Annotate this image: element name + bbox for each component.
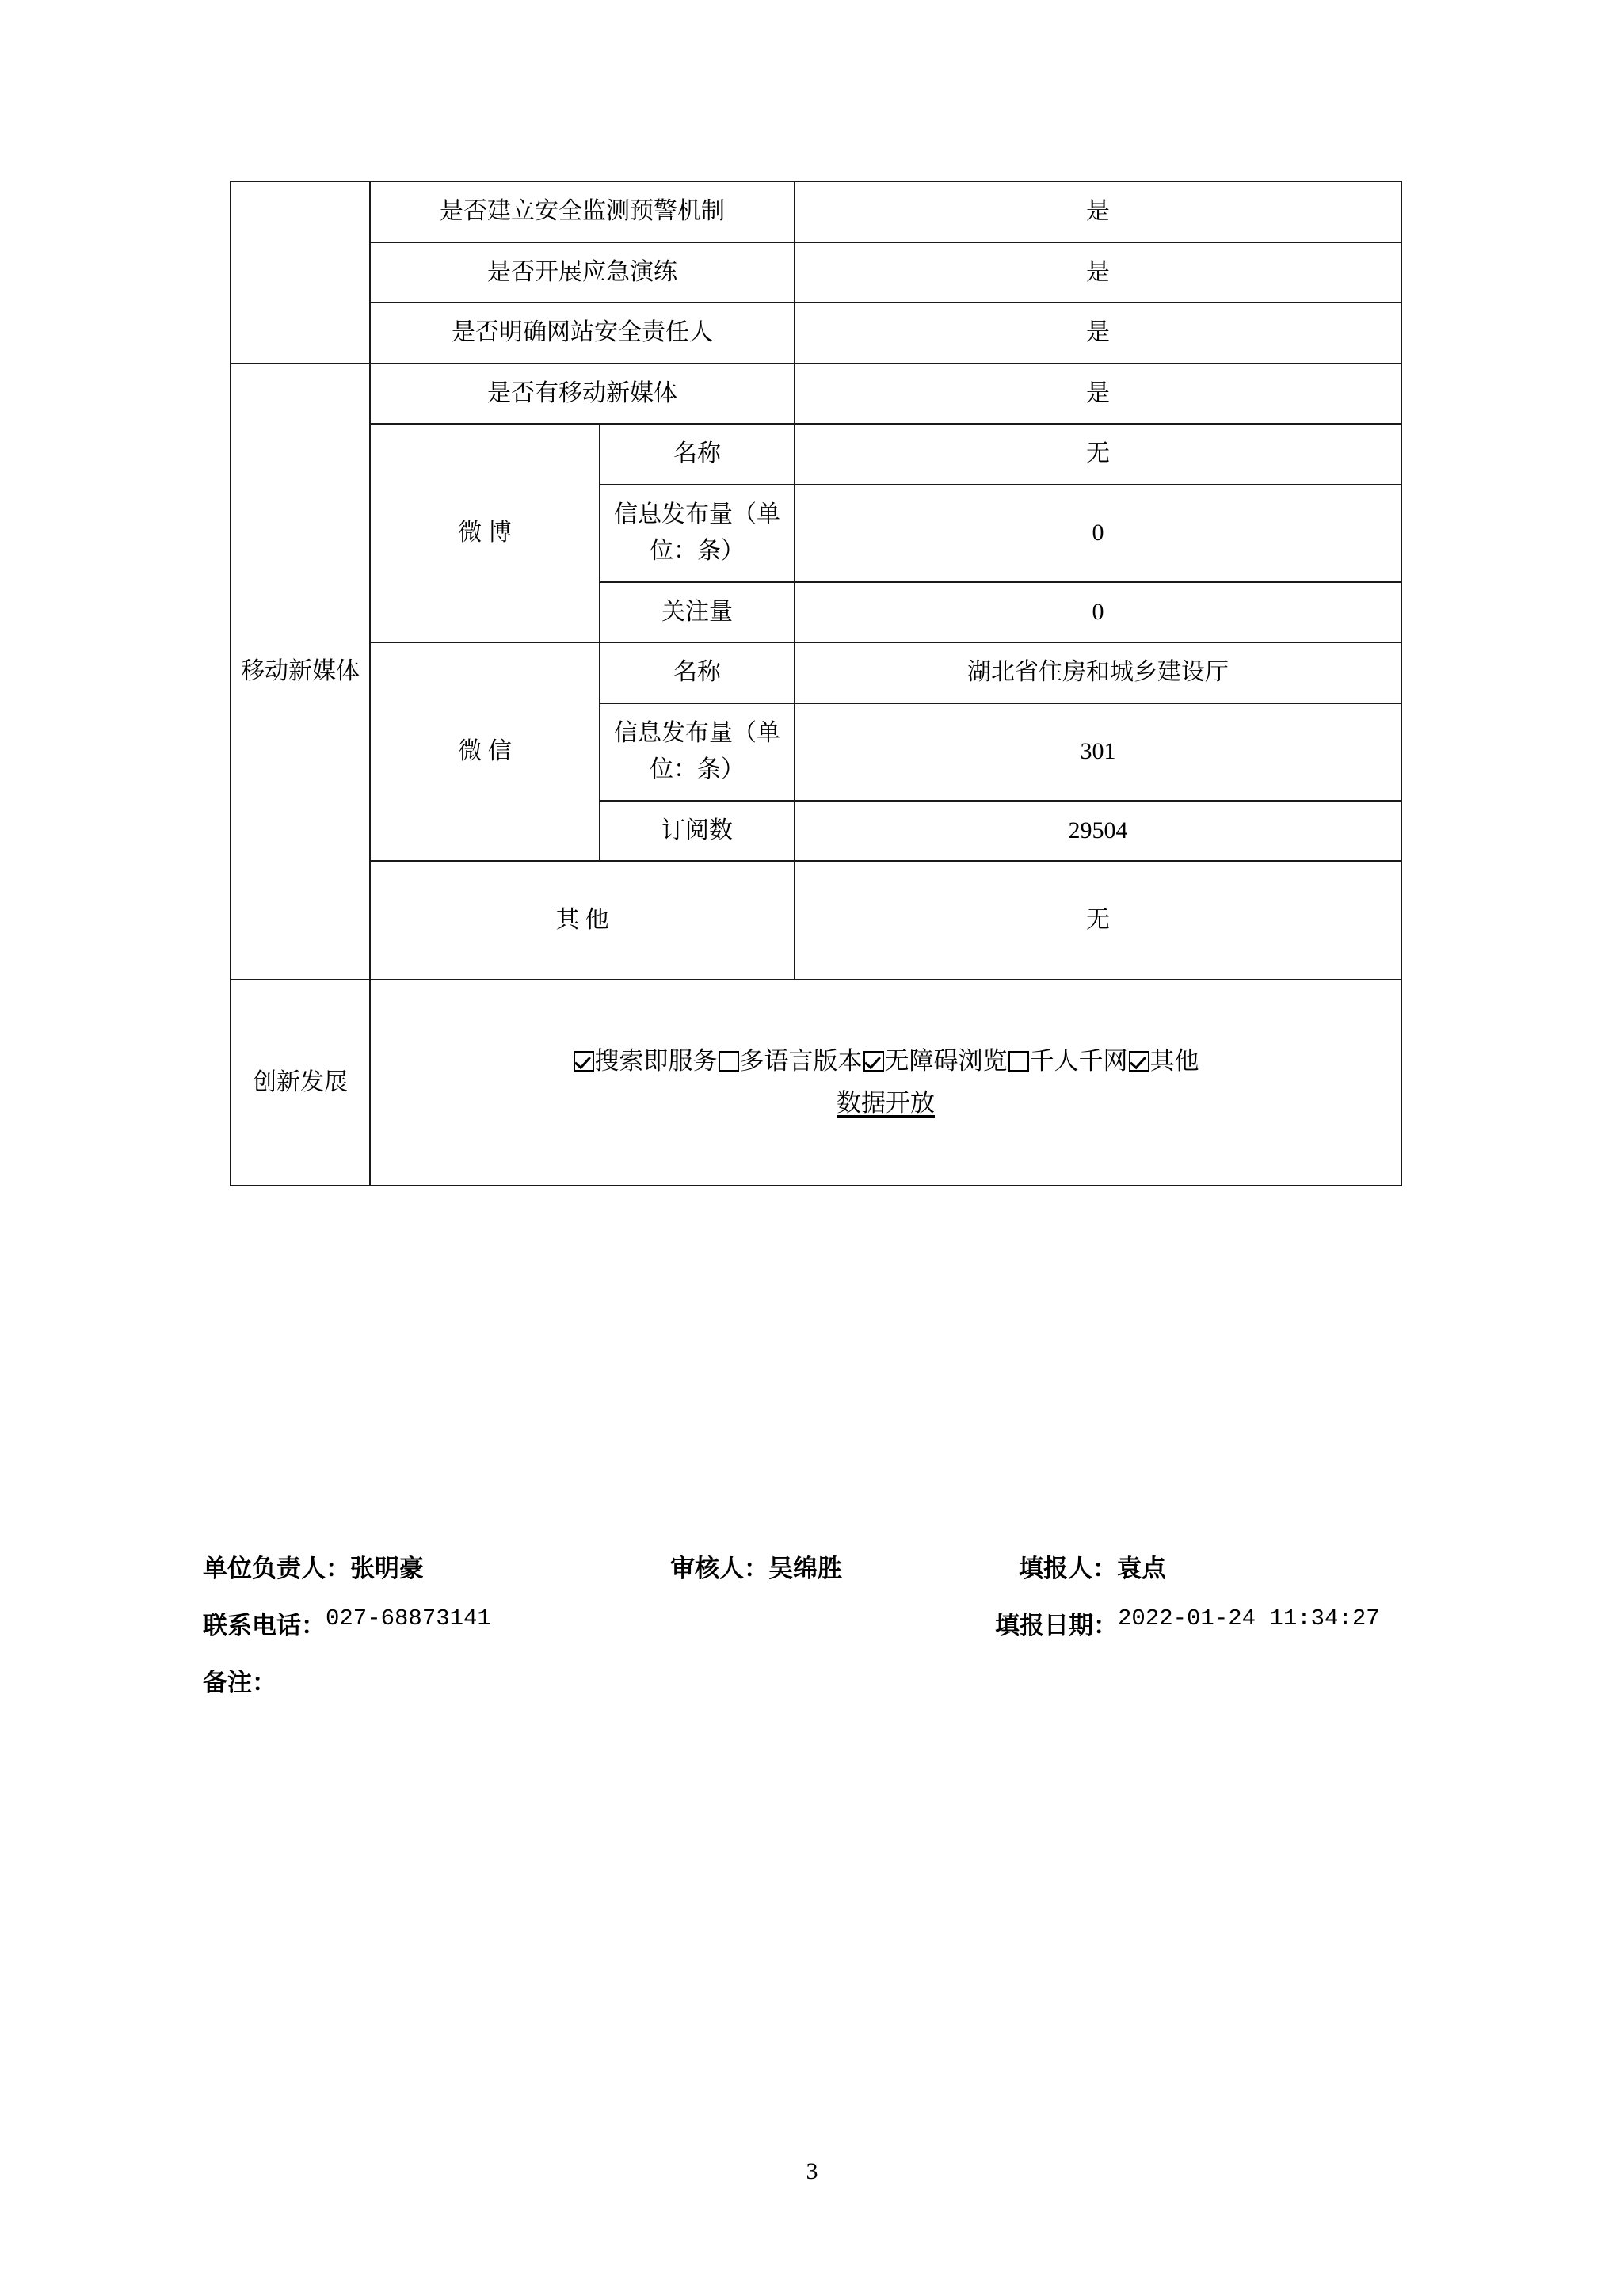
weibo-item-value-2: 0 [795, 582, 1401, 643]
innovation-option-label-4: 其他 [1149, 1047, 1199, 1076]
report-table [230, 181, 1402, 1186]
innovation-option-label-0: 搜索即服务 [594, 1047, 718, 1076]
innovation-option-label-3: 千人千网 [1029, 1047, 1128, 1076]
phone-label: 联系电话： [203, 1612, 326, 1639]
security-value-2: 是 [795, 303, 1401, 364]
security-value-0: 是 [795, 181, 1401, 242]
checkbox-personalized[interactable] [1008, 1051, 1029, 1072]
innovation-option-label-1: 多语言版本 [739, 1047, 863, 1076]
signature-row-contact [203, 1605, 1439, 1662]
weibo-item-label-2: 关注量 [600, 582, 795, 643]
weixin-item-label-0: 名称 [600, 642, 795, 703]
weibo-item-value-1: 0 [795, 485, 1401, 582]
weibo-item-label-0: 名称 [600, 424, 795, 485]
reporter-label: 填报人： [1019, 1555, 1117, 1582]
weibo-item-label-1: 信息发布量（单位：条） [600, 485, 795, 582]
table-row [231, 181, 1401, 242]
innovation-options-cell [370, 980, 1401, 1186]
security-category-cell [231, 181, 370, 364]
media-category-cell: 移动新媒体 [231, 364, 370, 980]
weixin-label: 微 信 [370, 642, 600, 861]
date-value: 2022-01-24 11:34:27 [1118, 1605, 1380, 1632]
reporter-value: 袁点 [1117, 1555, 1166, 1582]
checkbox-search-as-service[interactable] [574, 1051, 594, 1072]
weixin-item-label-2: 订阅数 [600, 801, 795, 862]
phone [203, 1605, 491, 1641]
unit-leader-label: 单位负责人： [203, 1555, 350, 1582]
innovation-category-cell: 创新发展 [231, 980, 370, 1186]
media-has-label: 是否有移动新媒体 [370, 364, 795, 425]
signature-row-remark [203, 1662, 1439, 1719]
report-date [995, 1605, 1380, 1641]
table-row [231, 642, 1401, 703]
signature-block [203, 1548, 1439, 1719]
weibo-label: 微 博 [370, 424, 600, 642]
weibo-item-value-0: 无 [795, 424, 1401, 485]
table-row [231, 861, 1401, 980]
innovation-other-text: 数据开放 [837, 1089, 935, 1117]
table-row [231, 242, 1401, 303]
innovation-option-label-2: 无障碍浏览 [884, 1047, 1008, 1076]
checkbox-accessibility[interactable] [863, 1051, 884, 1072]
reviewer-label: 审核人： [670, 1555, 768, 1582]
security-value-1: 是 [795, 242, 1401, 303]
unit-leader [203, 1548, 424, 1584]
table-row [231, 303, 1401, 364]
security-label-2: 是否明确网站安全责任人 [370, 303, 795, 364]
checkbox-multilingual[interactable] [719, 1051, 739, 1072]
other-media-label: 其 他 [370, 861, 795, 980]
signature-row-people [203, 1548, 1439, 1605]
checkbox-other[interactable] [1129, 1051, 1149, 1072]
security-label-1: 是否开展应急演练 [370, 242, 795, 303]
reporter [1019, 1548, 1166, 1584]
weixin-item-value-1: 301 [795, 703, 1401, 801]
weixin-item-value-2: 29504 [795, 801, 1401, 862]
page-number: 3 [806, 2158, 818, 2184]
table-row [231, 424, 1401, 485]
weixin-item-label-1: 信息发布量（单位：条） [600, 703, 795, 801]
reviewer-value: 吴绵胜 [768, 1555, 842, 1582]
table-row [231, 980, 1401, 1186]
table-row [231, 364, 1401, 425]
phone-value: 027-68873141 [326, 1605, 491, 1632]
reviewer [670, 1548, 842, 1584]
security-label-0: 是否建立安全监测预警机制 [370, 181, 795, 242]
date-label: 填报日期： [995, 1612, 1118, 1639]
other-media-value: 无 [795, 861, 1401, 980]
innovation-options-line [377, 1041, 1394, 1083]
unit-leader-value: 张明豪 [350, 1555, 424, 1582]
remark-label: 备注： [203, 1669, 276, 1696]
weixin-item-value-0: 湖北省住房和城乡建设厅 [795, 642, 1401, 703]
media-has-value: 是 [795, 364, 1401, 425]
